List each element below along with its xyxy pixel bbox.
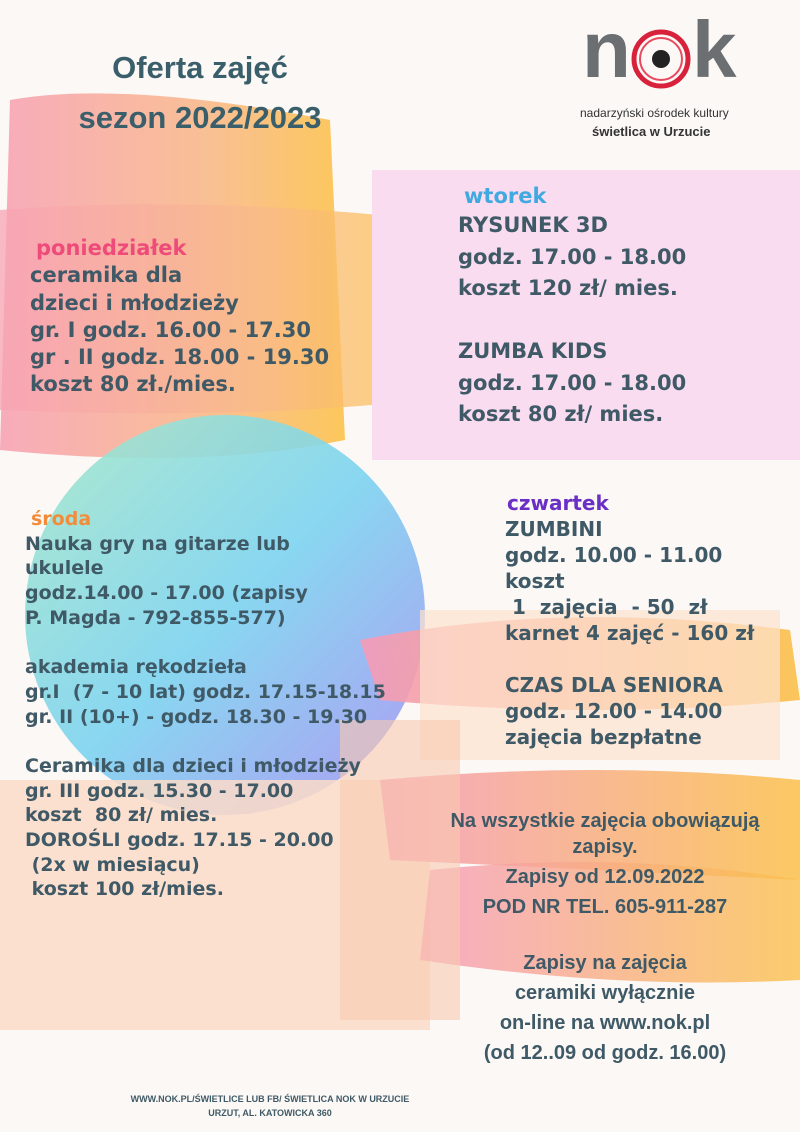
thursday-line: karnet 4 zajęć - 160 zł — [505, 621, 755, 645]
logo-circle-icon — [626, 24, 696, 94]
tuesday-line: koszt 120 zł/ mies. — [458, 276, 678, 301]
monday-line: dzieci i młodzieży — [30, 290, 239, 315]
footer-address: URZUT, AL. KATOWICKA 360 — [208, 1108, 332, 1119]
info-line: (od 12..09 od godz. 16.00) — [483, 1042, 727, 1064]
monday-line: koszt 80 zł./mies. — [30, 372, 236, 397]
wednesday-line: Nauka gry na gitarze lub — [25, 532, 290, 555]
thursday-line: godz. 12.00 - 14.00 — [505, 699, 723, 723]
thursday-line: CZAS DLA SENIORA — [505, 673, 723, 697]
tuesday-line: ZUMBA KIDS — [458, 339, 608, 364]
wednesday-line: gr. III godz. 15.30 - 17.00 — [25, 779, 294, 802]
info-line: zapisy. — [572, 836, 638, 858]
monday-line: ceramika dla — [30, 263, 183, 288]
wednesday-line: ukulele — [25, 557, 104, 580]
logo-subtitle: nadarzyński ośrodek kultury — [580, 106, 729, 120]
footer — [60, 1092, 480, 1121]
info-line: POD NR TEL. 605-911-287 — [482, 896, 728, 918]
thursday-section — [505, 490, 754, 750]
wednesday-day-label: środa — [31, 508, 92, 530]
wednesday-line: Ceramika dla dzieci i młodzieży — [25, 754, 361, 777]
wednesday-line: koszt 80 zł/ mies. — [25, 804, 218, 827]
info-line: Zapisy na zajęcia — [523, 952, 687, 974]
page-title-line1: Oferta zajęć — [112, 50, 288, 85]
tuesday-line: RYSUNEK 3D — [458, 213, 608, 238]
info-line: ceramiki wyłącznie — [514, 982, 696, 1004]
tuesday-line: koszt 80 zł/ mies. — [458, 402, 664, 427]
monday-line: gr . II godz. 18.00 - 19.30 — [30, 345, 330, 370]
logo-letter-n: n — [582, 5, 631, 94]
wednesday-line: (2x w miesiącu) — [25, 853, 200, 876]
thursday-day-label: czwartek — [507, 491, 609, 515]
footer-website: WWW.NOK.PL/ŚWIETLICE LUB FB/ ŚWIETLICA NOK W URZUCIE — [130, 1094, 410, 1104]
monday-day-label: poniedziałek — [36, 236, 187, 260]
thursday-line: zajęcia bezpłatne — [505, 725, 702, 749]
wednesday-line: gr. II (10+) - godz. 18.30 - 19.30 — [25, 705, 368, 728]
thursday-line: godz. 10.00 - 11.00 — [505, 543, 723, 567]
tuesday-line: godz. 17.00 - 18.00 — [458, 370, 687, 395]
wednesday-line: DOROŚLI godz. 17.15 - 20.00 — [25, 828, 334, 851]
monday-section — [30, 235, 329, 399]
page-title-line2: sezon 2022/2023 — [78, 100, 322, 135]
thursday-line: koszt — [505, 569, 565, 593]
tuesday-day-label: wtorek — [464, 184, 547, 208]
tuesday-line: godz. 17.00 - 18.00 — [458, 244, 687, 269]
tuesday-section — [458, 183, 686, 431]
info-line: Na wszystkie zajęcia obowiązują — [450, 810, 760, 832]
wednesday-line: akademia rękodzieła — [25, 656, 247, 679]
wednesday-line: gr.I (7 - 10 lat) godz. 17.15-18.15 — [25, 680, 386, 703]
info-section — [410, 808, 800, 1066]
logo-location: świetlica w Urzucie — [592, 124, 711, 139]
thursday-line: 1 zajęcia - 50 zł — [505, 595, 708, 619]
thursday-line: ZUMBINI — [505, 517, 603, 541]
logo — [580, 5, 752, 142]
logo-letter-k: k — [692, 5, 737, 94]
info-line: on-line na www.nok.pl — [499, 1012, 711, 1034]
wednesday-line: godz.14.00 - 17.00 (zapisy — [25, 582, 308, 605]
info-line: Zapisy od 12.09.2022 — [505, 866, 705, 888]
monday-line: gr. I godz. 16.00 - 17.30 — [30, 317, 311, 342]
wednesday-line: koszt 100 zł/mies. — [25, 878, 224, 901]
wednesday-line: P. Magda - 792-855-577) — [25, 606, 286, 629]
wednesday-section — [25, 507, 386, 902]
